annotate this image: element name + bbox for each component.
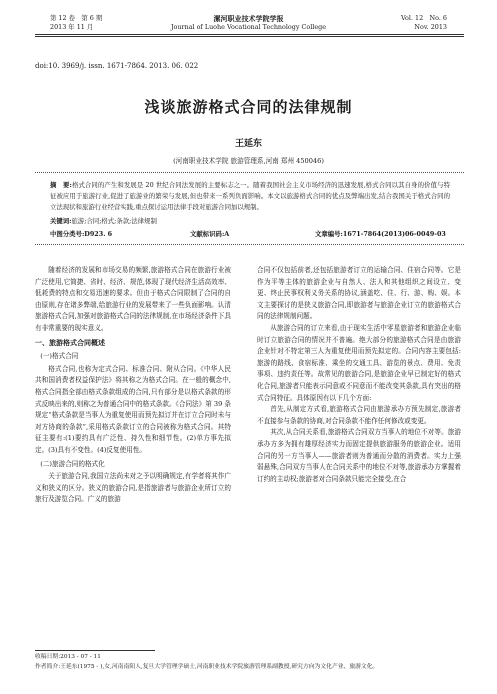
paragraph-continued: 合同不仅包括前者,还包括旅游者订立的运输合同、住宿合同等。它是作为平等主体的旅游企业与自然人、法人和其他组织之间设立、变更、终止民事权利义务关系的协议,涵盖吃、住、行、游、购、娱。本文主要探讨的是狭义旅游合同,即旅游者与旅游企业订立的旅游格式合同的法律规制问题。 bbox=[257, 266, 461, 321]
abstract-label: 摘 要: bbox=[50, 181, 72, 189]
abstract-top-divider bbox=[35, 172, 464, 173]
subsection-heading-2: (二)旅游合同的格式化 bbox=[40, 459, 105, 468]
volume-issue-cn: 第 12 卷 第 6 期 bbox=[50, 14, 103, 22]
left-column bbox=[35, 265, 231, 506]
paragraph-tourism-contract: 关于旅游合同,我国立法尚未对之予以明确规定,有学者将其作广义和狭义的区分。狭义的旅游合同,是指旅游者与旅游企业所订立的旅行及游览合同。广义的旅游 bbox=[35, 472, 231, 504]
paragraph-first-reason: 首先,从制定方式看,旅游格式合同由旅游承办方预先制定,旅游者不直接参与条款的协商,对合同条款不能作任何修改或变更。 bbox=[257, 405, 461, 425]
keywords bbox=[50, 216, 157, 225]
clc-number: 中图分类号:D923. 6 bbox=[50, 230, 113, 238]
paragraph-second-reason: 其次,从合同关系看,旅游格式合同双方当事人的地位不对等。旅游承办方多为拥有雄厚经济实力而固定提供旅游服务的旅游企业。适用合同的另一方当事人——旅游者则为普通而分散的消费者。实力上强弱悬殊,合同双方当事人在合同关系中的地位不对等,旅游承办方掌握着订约的主动权;旅游者对合同条款只能完全接受,在合 bbox=[257, 428, 461, 483]
author-affiliation: (河南职业技术学院 旅游管理系,河南 郑州 450046) bbox=[173, 157, 324, 165]
subsection-heading-1: (一)格式合同 bbox=[40, 352, 79, 361]
footnote-author-bio: 作者简介:王延东(1975 - ),女,河南南阳人,复旦大学管理学硕士,河南职业技术学院旅游管理系副教授,研究方向为文化产业、旅游文化。 bbox=[35, 664, 379, 670]
article-title: 浅谈旅游格式合同的法律规制 bbox=[144, 98, 353, 116]
date-cn: 2013 年 11 月 bbox=[50, 23, 94, 31]
date-en: Nov. 2013 bbox=[414, 23, 447, 31]
paragraph-contract-signing: 从旅游合同的订立来看,由于现实生活中零星旅游者和旅游企业临时订立旅游合同的情况并不普遍。绝大部分的旅游格式合同是由旅游企业针对不特定第三人为重复使用而预先拟定的。合同内容主要包括:旅游的路线、食宿标准、乘坐的交通工具、游览的景点、费用、免责事项、违约责任等。故常见的旅游合同,是旅游企业早已制定好的格式化合同,旅游者只能表示同意或不同意而不能改变其条款,具有突出的格式合同特征。具体原因有以下几个方面: bbox=[257, 323, 461, 402]
keywords-text: 旅游;合同;格式;条款;法律规制 bbox=[71, 217, 157, 225]
abstract-bottom-divider bbox=[35, 244, 464, 245]
header-rule-thin bbox=[35, 36, 464, 37]
author-name: 王延东 bbox=[234, 139, 262, 149]
footnote-rule bbox=[35, 650, 155, 651]
volume-issue-en: Vol. 12 No. 6 bbox=[401, 14, 447, 22]
journal-name-en: Journal of Luohe Vocational Technology College bbox=[171, 23, 326, 31]
keywords-label: 关键词: bbox=[50, 217, 72, 225]
section-heading-1: 一、旅游格式合同概述 bbox=[35, 338, 105, 347]
abstract-text: 格式合同的产生和发展是 20 世纪合同法发展的主要标志之一。随着我国社会主义市场经济的迅速发展,格式合同以其自身的价值与特征被应用于旅游行业,促进了旅游业的繁荣与发展,但也带来一系列负面影响。本文以旅游格式合同的优点及弊端出发,结合我国关于格式合同的立法现状和旅游行业经营实践,重点探讨运用法律手段对旅游合同加以规制。 bbox=[50, 181, 450, 212]
document-code: 文献标识码:A bbox=[190, 230, 230, 238]
right-column bbox=[257, 265, 461, 485]
intro-paragraph: 随着经济的发展和市场交易的频繁,旅游格式合同在旅游行业被广泛使用,它简捷、省时、经济、规范,体现了现代经济生活高效率、低耗费的特点和交易迅速的要求。但由于格式合同限制了合同的自由原则,存在诸多弊端,给旅游行业的发展带来了一些负面影响。认清旅游格式合同,加强对旅游格式合同的法律规制,在市场经济条件下具有非常重要的现实意义。 bbox=[35, 266, 231, 332]
abstract bbox=[50, 180, 450, 214]
header-rule bbox=[35, 34, 464, 35]
footnote-received: 收稿日期:2013 - 07 - 11 bbox=[35, 654, 101, 660]
doi: doi:10. 3969/j. issn. 1671-7864. 2013. 06. 022 bbox=[35, 62, 199, 70]
classification-line bbox=[50, 229, 450, 238]
paragraph-format-contract: 格式合同,也称为定式合同、标准合同、附从合同。《中华人民共和国消费者权益保护法》将其称之为格式合同。在一般的概念中,格式合同指全部由格式条款组成的合同,只有部分是以格式条款的形式反映出来的,则称之为普通合同中的格式条款。《合同法》第 39 条规定“格式条款是当事人为重复使用而预先拟订并在订立合同时未与对方协商的条款”,采用格式条款订立的合同被称为格式合同。其特征主要有:(1)要约具有广泛性、持久性和细节性。(2)单方事先拟定。(3)具有不变性。(4)反复使用性。 bbox=[35, 364, 232, 454]
header-right bbox=[401, 14, 447, 32]
article-number: 文章编号:1671-7864(2013)06-0049-03 bbox=[315, 230, 446, 238]
journal-name-cn: 漯河职业技术学院学报 bbox=[213, 14, 284, 23]
